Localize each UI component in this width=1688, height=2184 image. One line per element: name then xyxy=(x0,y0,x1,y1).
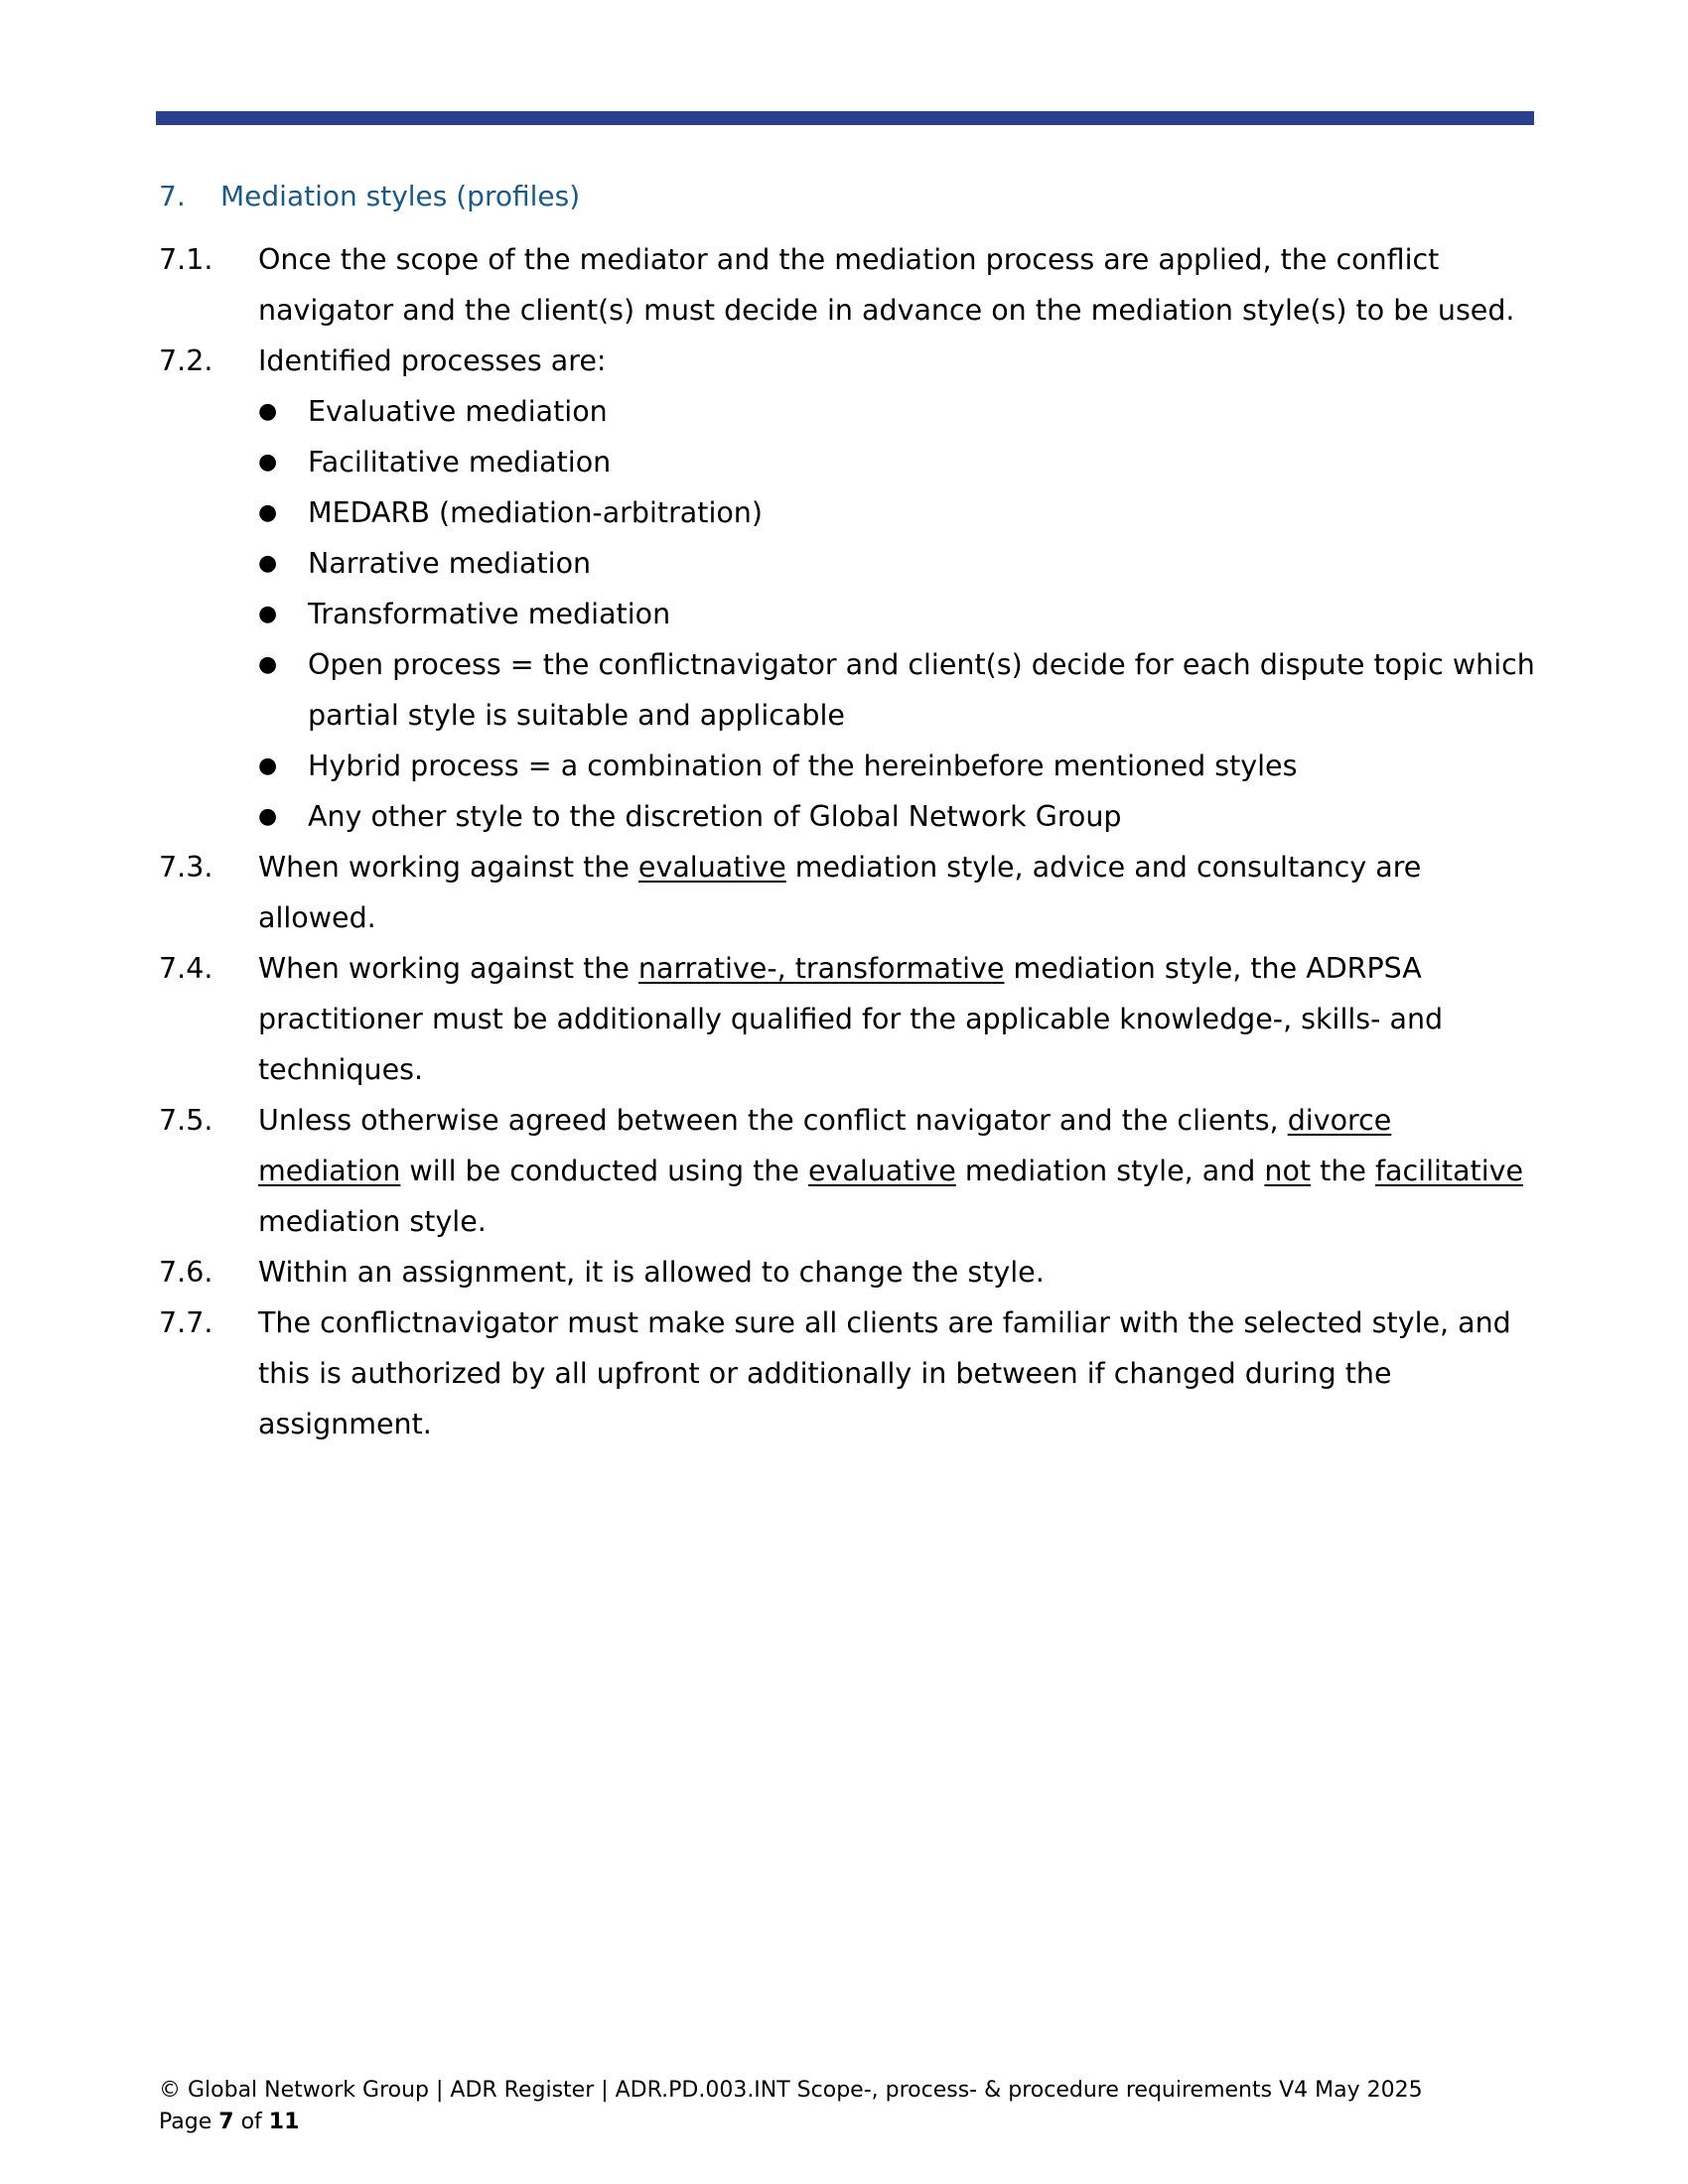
page-footer xyxy=(159,2075,1423,2138)
paragraph-7-7 xyxy=(159,1297,1539,1449)
paragraph-7-5 xyxy=(159,1095,1539,1247)
paragraph-7-2 xyxy=(159,336,1539,386)
underlined-term: not xyxy=(1264,1155,1312,1187)
paragraph-7-6 xyxy=(159,1247,1539,1297)
header-rule xyxy=(156,111,1534,125)
paragraph-text: When working against the evaluative mediation style, advice and consultancy are allowed. xyxy=(258,851,1422,934)
paragraph-text: The conflictnavigator must make sure all clients are familiar with the selected style, and this is authorized by all upfront or additionally in between if changed during the assignment. xyxy=(258,1306,1511,1440)
paragraph-text: Once the scope of the mediator and the mediation process are applied, the conflict navigator and the client(s) must decide in advance on the mediation style(s) to be used. xyxy=(258,243,1515,327)
list-item: ● Narrative mediation xyxy=(258,538,1539,589)
list-item: ● Open process = the conflictnavigator and client(s) decide for each dispute topic which partial style is suitable and applicable xyxy=(258,639,1539,741)
bullet-icon: ● xyxy=(258,804,278,829)
paragraph-7-1 xyxy=(159,234,1539,336)
paragraph-number: 7.6. xyxy=(159,1256,213,1289)
underlined-term: divorce mediation xyxy=(258,1104,1392,1187)
section-title: Mediation styles (profiles) xyxy=(220,180,581,212)
paragraph-text: When working against the narrative-, transformative mediation style, the ADRPSA practitioner must be additionally qualified for the applicable knowledge-, skills- and techniques. xyxy=(258,952,1444,1086)
list-item: ● MEDARB (mediation-arbitration) xyxy=(258,487,1539,538)
underlined-term: facilitative xyxy=(1374,1155,1524,1187)
process-list xyxy=(159,386,1539,842)
underlined-term: narrative-, transformative xyxy=(637,952,1005,985)
list-item: ● Evaluative mediation xyxy=(258,386,1539,437)
paragraph-number: 7.2. xyxy=(159,344,213,377)
list-item: ● Transformative mediation xyxy=(258,589,1539,639)
bullet-icon: ● xyxy=(258,602,278,626)
footer-copyright: © Global Network Group | ADR Register | ADR.PD.003.INT Scope-, process- & procedure requirements V4 May 2025 xyxy=(159,2078,1423,2103)
bullet-icon: ● xyxy=(258,652,278,677)
paragraph-text: Identified processes are: xyxy=(258,344,607,377)
underlined-term: evaluative xyxy=(807,1155,956,1187)
paragraph-number: 7.3. xyxy=(159,851,213,884)
page-number: Page 7 of 11 xyxy=(159,2110,300,2134)
paragraph-text: Within an assignment, it is allowed to change the style. xyxy=(258,1256,1045,1289)
underlined-term: evaluative xyxy=(637,851,786,884)
current-page: 7 xyxy=(218,2110,234,2134)
bullet-icon: ● xyxy=(258,500,278,525)
list-item: ● Any other style to the discretion of Global Network Group xyxy=(258,791,1539,842)
bullet-icon: ● xyxy=(258,450,278,475)
bullet-icon: ● xyxy=(258,551,278,576)
section-body xyxy=(159,234,1539,1449)
paragraph-number: 7.1. xyxy=(159,243,213,276)
paragraph-text: Unless otherwise agreed between the conflict navigator and the clients, divorce mediation will be conducted using the evaluative mediation style, and not the facilitative mediation style. xyxy=(258,1104,1524,1238)
list-item: ● Hybrid process = a combination of the hereinbefore mentioned styles xyxy=(258,741,1539,791)
paragraph-7-4 xyxy=(159,943,1539,1095)
paragraph-number: 7.7. xyxy=(159,1306,213,1339)
bullet-icon: ● xyxy=(258,399,278,424)
paragraph-number: 7.4. xyxy=(159,952,213,985)
list-item: ● Facilitative mediation xyxy=(258,437,1539,487)
paragraph-number: 7.5. xyxy=(159,1104,213,1137)
section-number: 7. xyxy=(159,180,186,212)
paragraph-7-3 xyxy=(159,842,1539,943)
bullet-icon: ● xyxy=(258,753,278,778)
section-heading xyxy=(159,179,580,214)
total-pages: 11 xyxy=(268,2110,300,2134)
